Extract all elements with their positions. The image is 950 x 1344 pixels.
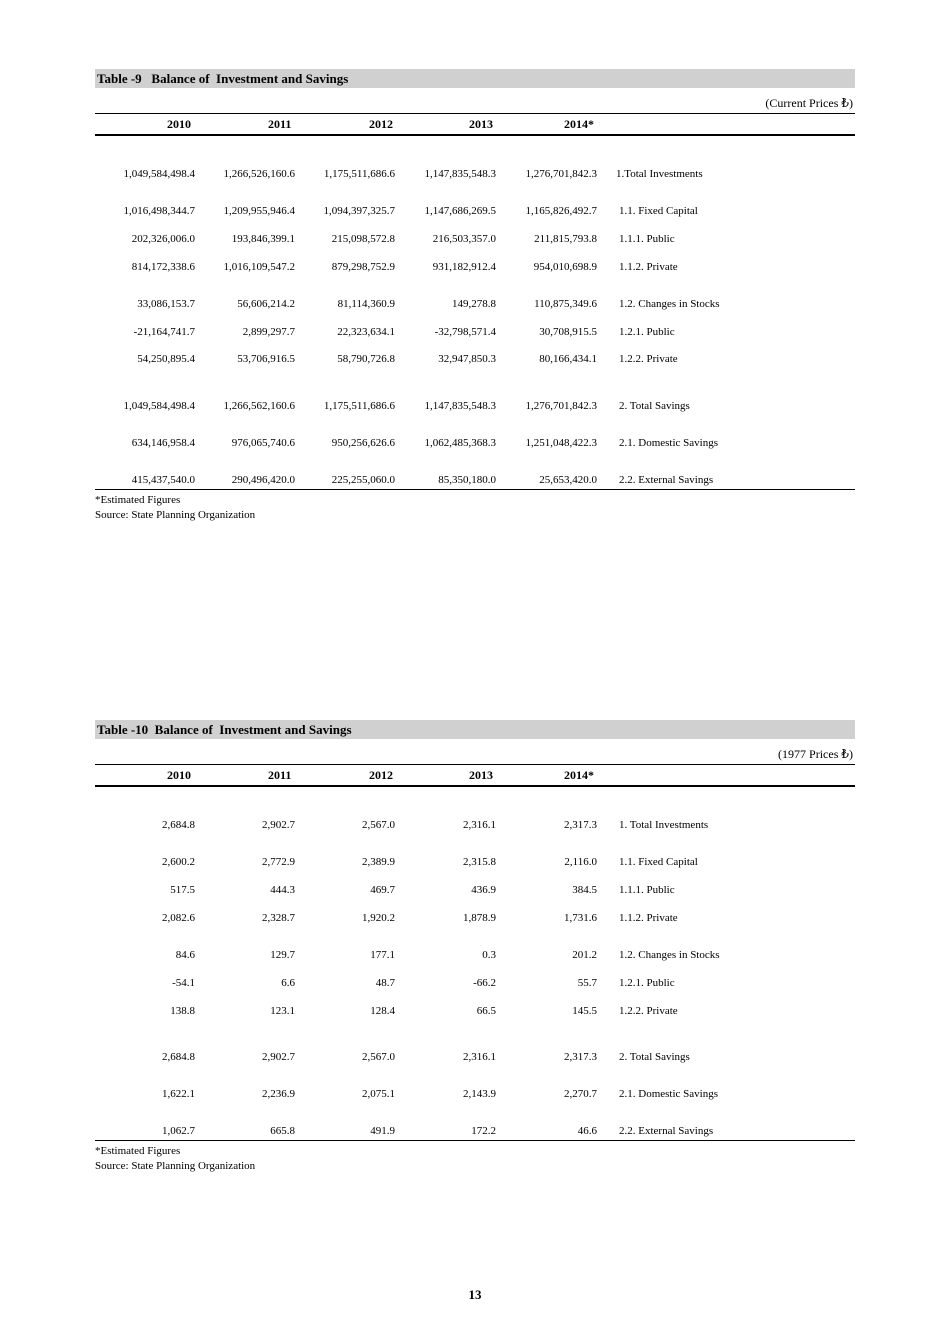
table-footnote <box>95 493 855 523</box>
cell: 149,278.8 <box>452 298 496 310</box>
col-header: 2011 <box>268 768 292 782</box>
col-header: 2014* <box>564 117 594 131</box>
row-label: 1.2.1. Public <box>619 977 675 989</box>
cell: 1,062,485,368.3 <box>424 437 496 449</box>
row-label: 1.2. Changes in Stocks <box>619 298 720 310</box>
cell: 2,772.9 <box>262 856 295 868</box>
table-row <box>95 854 855 870</box>
cell: 2,317.3 <box>564 819 597 831</box>
cell: 193,846,399.1 <box>231 233 295 245</box>
estimated-note: *Estimated Figures <box>95 494 181 506</box>
table-row <box>95 296 855 312</box>
col-header: 2013 <box>469 117 493 131</box>
cell: 634,146,958.4 <box>131 437 195 449</box>
table-row <box>95 351 855 367</box>
units-label: (Current Prices ₺) <box>765 96 853 110</box>
cell: 201.2 <box>572 949 597 961</box>
cell: 976,065,740.6 <box>231 437 295 449</box>
cell: 1,920.2 <box>362 912 395 924</box>
cell: 25,653,420.0 <box>539 474 597 486</box>
table-row <box>95 910 855 926</box>
row-label: 1.2. Changes in Stocks <box>619 949 720 961</box>
col-header: 2010 <box>167 768 191 782</box>
cell: 2,316.1 <box>463 819 496 831</box>
source-note: Source: State Planning Organization <box>95 509 256 521</box>
cell: 415,437,540.0 <box>131 474 195 486</box>
row-label: 1. Total Investments <box>619 819 709 831</box>
row-label: 1.1.1. Public <box>619 233 675 245</box>
table-body <box>95 136 855 490</box>
cell: 1,049,584,498.4 <box>123 168 195 180</box>
cell: 2,684.8 <box>162 1051 195 1063</box>
cell: 2,600.2 <box>162 856 195 868</box>
cell: 2,116.0 <box>564 856 597 868</box>
cell: 1,622.1 <box>162 1088 195 1100</box>
table-row <box>95 1049 855 1065</box>
cell: 2,567.0 <box>362 819 395 831</box>
cell: 2,270.7 <box>564 1088 597 1100</box>
estimated-note: *Estimated Figures <box>95 1145 181 1157</box>
cell: 931,182,912.4 <box>432 261 496 273</box>
cell: 2,075.1 <box>362 1088 395 1100</box>
cell: 1,209,955,946.4 <box>223 205 295 217</box>
cell: 202,326,006.0 <box>131 233 195 245</box>
cell: 1,165,826,492.7 <box>525 205 597 217</box>
cell: 30,708,915.5 <box>539 326 597 338</box>
cell: -21,164,741.7 <box>133 326 195 338</box>
cell: 145.5 <box>572 1005 597 1017</box>
row-label: 2.1. Domestic Savings <box>619 437 718 449</box>
cell: 2,317.3 <box>564 1051 597 1063</box>
cell: 1,016,498,344.7 <box>123 205 195 217</box>
cell: 1,175,511,686.6 <box>323 400 395 412</box>
cell: 172.2 <box>471 1125 496 1137</box>
table-row <box>95 435 855 451</box>
cell: 1,266,526,160.6 <box>223 168 295 180</box>
col-header: 2012 <box>369 117 393 131</box>
cell: 2,236.9 <box>262 1088 295 1100</box>
cell: 1,175,511,686.6 <box>323 168 395 180</box>
row-label: 1.1.1. Public <box>619 884 675 896</box>
units-label: (1977 Prices ₺) <box>778 747 853 761</box>
cell: 1,731.6 <box>564 912 597 924</box>
cell: 225,255,060.0 <box>331 474 395 486</box>
cell: 81,114,360.9 <box>337 298 395 310</box>
row-label: 2. Total Savings <box>619 1051 690 1063</box>
cell: 491.9 <box>370 1125 395 1137</box>
cell: 954,010,698.9 <box>533 261 597 273</box>
cell: 211,815,793.8 <box>534 233 597 245</box>
row-label: 1.2.2. Private <box>619 1005 678 1017</box>
cell: 2,316.1 <box>463 1051 496 1063</box>
table-10 <box>95 720 855 1174</box>
row-label: 2. Total Savings <box>619 400 690 412</box>
cell: 2,902.7 <box>262 819 295 831</box>
table-9 <box>95 69 855 523</box>
cell: 6.6 <box>281 977 295 989</box>
cell: 469.7 <box>370 884 395 896</box>
cell: 32,947,850.3 <box>438 353 496 365</box>
cell: 123.1 <box>270 1005 295 1017</box>
cell: 814,172,338.6 <box>131 261 195 273</box>
table-row <box>95 1123 855 1139</box>
table-row <box>95 324 855 340</box>
cell: 517.5 <box>170 884 195 896</box>
cell: 2,315.8 <box>463 856 496 868</box>
cell: 129.7 <box>270 949 295 961</box>
table-row <box>95 472 855 488</box>
cell: 53,706,916.5 <box>237 353 295 365</box>
cell: 33,086,153.7 <box>137 298 195 310</box>
row-label: 1.Total Investments <box>616 168 703 180</box>
cell: 2,902.7 <box>262 1051 295 1063</box>
cell: 1,062.7 <box>162 1125 195 1137</box>
cell: 216,503,357.0 <box>432 233 496 245</box>
col-header: 2014* <box>564 768 594 782</box>
row-label: 2.2. External Savings <box>619 474 714 486</box>
col-header: 2012 <box>369 768 393 782</box>
cell: 0.3 <box>482 949 496 961</box>
cell: 1,251,048,422.3 <box>525 437 597 449</box>
cell: 128.4 <box>370 1005 395 1017</box>
row-label: 1.1. Fixed Capital <box>619 205 698 217</box>
cell: 290,496,420.0 <box>231 474 295 486</box>
row-label: 1.1.2. Private <box>619 261 678 273</box>
table-row <box>95 947 855 963</box>
cell: 22,323,634.1 <box>337 326 395 338</box>
col-header: 2010 <box>167 117 191 131</box>
table-title: Table -10 Balance of Investment and Savings <box>95 720 855 739</box>
cell: 2,899,297.7 <box>242 326 295 338</box>
table-title: Table -9 Balance of Investment and Savings <box>95 69 855 88</box>
cell: 879,298,752.9 <box>331 261 395 273</box>
cell: 80,166,434.1 <box>539 353 597 365</box>
cell: 1,147,686,269.5 <box>424 205 496 217</box>
cell: 1,016,109,547.2 <box>223 261 295 273</box>
row-label: 1.1.2. Private <box>619 912 678 924</box>
table-footnote <box>95 1144 855 1174</box>
source-note: Source: State Planning Organization <box>95 1160 256 1172</box>
table-row <box>95 166 855 182</box>
cell: 2,082.6 <box>162 912 195 924</box>
cell: 384.5 <box>572 884 597 896</box>
cell: 2,684.8 <box>162 819 195 831</box>
cell: 1,276,701,842.3 <box>525 400 597 412</box>
table-body <box>95 787 855 1141</box>
cell: 436.9 <box>471 884 496 896</box>
cell: 85,350,180.0 <box>438 474 496 486</box>
cell: 2,567.0 <box>362 1051 395 1063</box>
cell: -32,798,571.4 <box>434 326 496 338</box>
row-label: 1.1. Fixed Capital <box>619 856 698 868</box>
row-label: 1.2.1. Public <box>619 326 675 338</box>
table-row <box>95 398 855 414</box>
cell: 1,276,701,842.3 <box>525 168 597 180</box>
cell: 1,266,562,160.6 <box>223 400 295 412</box>
table-row <box>95 975 855 991</box>
cell: 55.7 <box>577 977 597 989</box>
cell: -54.1 <box>172 977 195 989</box>
col-header: 2011 <box>268 117 292 131</box>
cell: 1,049,584,498.4 <box>123 400 195 412</box>
cell: 56,606,214.2 <box>237 298 295 310</box>
page-number: 13 <box>468 1287 482 1302</box>
cell: 444.3 <box>270 884 295 896</box>
table-header <box>95 765 855 787</box>
cell: 2,143.9 <box>463 1088 496 1100</box>
cell: 84.6 <box>175 949 195 961</box>
cell: 177.1 <box>370 949 395 961</box>
cell: 1,878.9 <box>463 912 496 924</box>
row-label: 2.2. External Savings <box>619 1125 714 1137</box>
table-row <box>95 231 855 247</box>
table-row <box>95 259 855 275</box>
cell: -66.2 <box>473 977 496 989</box>
table-header <box>95 114 855 136</box>
cell: 215,098,572.8 <box>331 233 395 245</box>
cell: 66.5 <box>476 1005 496 1017</box>
cell: 138.8 <box>170 1005 195 1017</box>
row-label: 2.1. Domestic Savings <box>619 1088 718 1100</box>
row-label: 1.2.2. Private <box>619 353 678 365</box>
table-row <box>95 817 855 833</box>
table-row <box>95 203 855 219</box>
cell: 2,389.9 <box>362 856 395 868</box>
cell: 950,256,626.6 <box>331 437 395 449</box>
col-header: 2013 <box>469 768 493 782</box>
table-row <box>95 1003 855 1019</box>
cell: 110,875,349.6 <box>534 298 597 310</box>
cell: 48.7 <box>375 977 395 989</box>
cell: 2,328.7 <box>262 912 295 924</box>
cell: 1,094,397,325.7 <box>323 205 395 217</box>
cell: 1,147,835,548.3 <box>424 168 496 180</box>
table-row <box>95 882 855 898</box>
table-row <box>95 1086 855 1102</box>
cell: 54,250,895.4 <box>137 353 195 365</box>
cell: 58,790,726.8 <box>337 353 395 365</box>
cell: 1,147,835,548.3 <box>424 400 496 412</box>
cell: 665.8 <box>270 1125 295 1137</box>
cell: 46.6 <box>577 1125 597 1137</box>
